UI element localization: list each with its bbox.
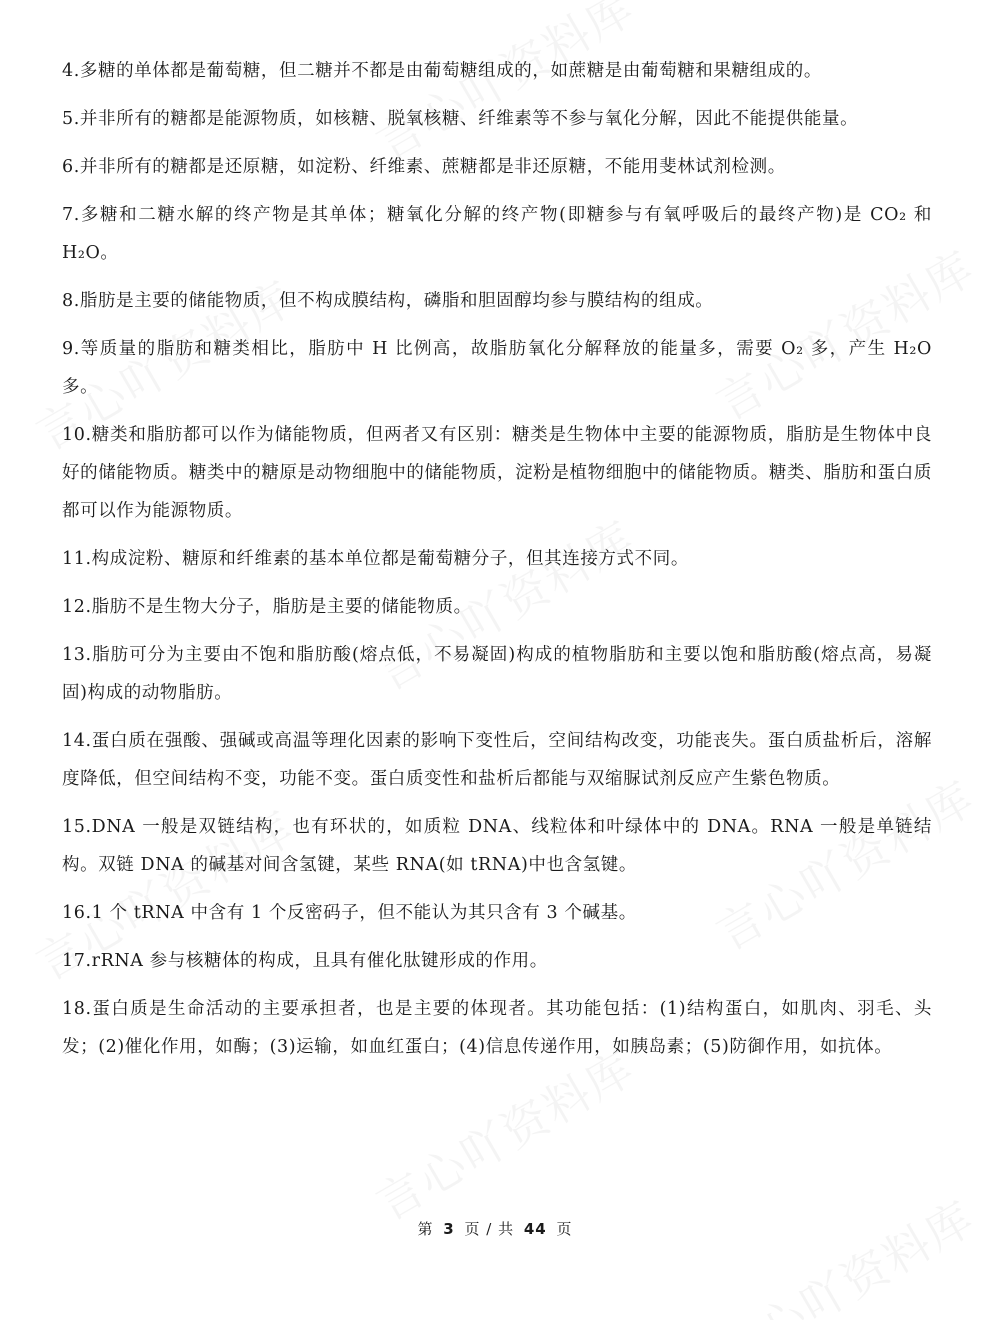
paragraph-16: 16.1 个 tRNA 中含有 1 个反密码子，但不能认为其只含有 3 个碱基。 xyxy=(62,903,637,923)
watermark xyxy=(703,1182,985,1320)
page-footer xyxy=(0,1218,990,1239)
page-number: 3 xyxy=(443,1220,455,1238)
paragraph-18: 18.蛋白质是生命活动的主要承担者，也是主要的体现者。其功能包括：(1)结构蛋白，如肌肉、羽毛、头发；(2)催化作用，如酶；(3)运输，如血红蛋白；(4)信息传递作用，如胰岛素；(5)防御作用，如抗体。 xyxy=(62,999,932,1057)
footer-middle: 页 / 共 xyxy=(464,1220,515,1238)
paragraph-9: 9.等质量的脂肪和糖类相比，脂肪中 H 比例高，故脂肪氧化分解释放的能量多，需要 O₂ 多，产生 H₂O 多。 xyxy=(62,339,932,397)
footer-prefix: 第 xyxy=(417,1220,434,1238)
paragraph-8: 8.脂肪是主要的储能物质，但不构成膜结构，磷脂和胆固醇均参与膜结构的组成。 xyxy=(62,291,714,311)
paragraph-7: 7.多糖和二糖水解的终产物是其单体；糖氧化分解的终产物(即糖参与有氧呼吸后的最终产物)是 CO₂ 和 H₂O。 xyxy=(62,205,932,263)
paragraph-5: 5.并非所有的糖都是能源物质，如核糖、脱氧核糖、纤维素等不参与氧化分解，因此不能提供能量。 xyxy=(62,109,859,129)
document-body xyxy=(62,52,932,1076)
paragraph-11: 11.构成淀粉、糖原和纤维素的基本单位都是葡萄糖分子，但其连接方式不同。 xyxy=(62,549,689,569)
paragraph-12: 12.脂肪不是生物大分子，脂肪是主要的储能物质。 xyxy=(62,597,472,617)
paragraph-15: 15.DNA 一般是双链结构，也有环状的，如质粒 DNA、线粒体和叶绿体中的 DNA。RNA 一般是单链结构。双链 DNA 的碱基对间含氢键，某些 RNA(如 tRNA)中也含氢键。 xyxy=(62,817,932,875)
total-pages: 44 xyxy=(523,1220,547,1238)
footer-suffix: 页 xyxy=(556,1220,573,1238)
paragraph-14: 14.蛋白质在强酸、强碱或高温等理化因素的影响下变性后，空间结构改变，功能丧失。蛋白质盐析后，溶解度降低，但空间结构不变，功能不变。蛋白质变性和盐析后都能与双缩脲试剂反应产生紫色物质。 xyxy=(62,731,932,789)
paragraph-4: 4.多糖的单体都是葡萄糖，但二糖并不都是由葡萄糖组成的，如蔗糖是由葡萄糖和果糖组成的。 xyxy=(62,61,822,81)
paragraph-6: 6.并非所有的糖都是还原糖，如淀粉、纤维素、蔗糖都是非还原糖，不能用斐林试剂检测。 xyxy=(62,157,786,177)
paragraph-17: 17.rRNA 参与核糖体的构成，且具有催化肽键形成的作用。 xyxy=(62,951,548,971)
paragraph-13: 13.脂肪可分为主要由不饱和脂肪酸(熔点低，不易凝固)构成的植物脂肪和主要以饱和脂肪酸(熔点高，易凝固)构成的动物脂肪。 xyxy=(62,645,932,703)
paragraph-10: 10.糖类和脂肪都可以作为储能物质，但两者又有区别：糖类是生物体中主要的能源物质，脂肪是生物体中良好的储能物质。糖类中的糖原是动物细胞中的储能物质，淀粉是植物细胞中的储能物质。糖类、脂肪和蛋白质都可以作为能源物质。 xyxy=(62,425,932,521)
